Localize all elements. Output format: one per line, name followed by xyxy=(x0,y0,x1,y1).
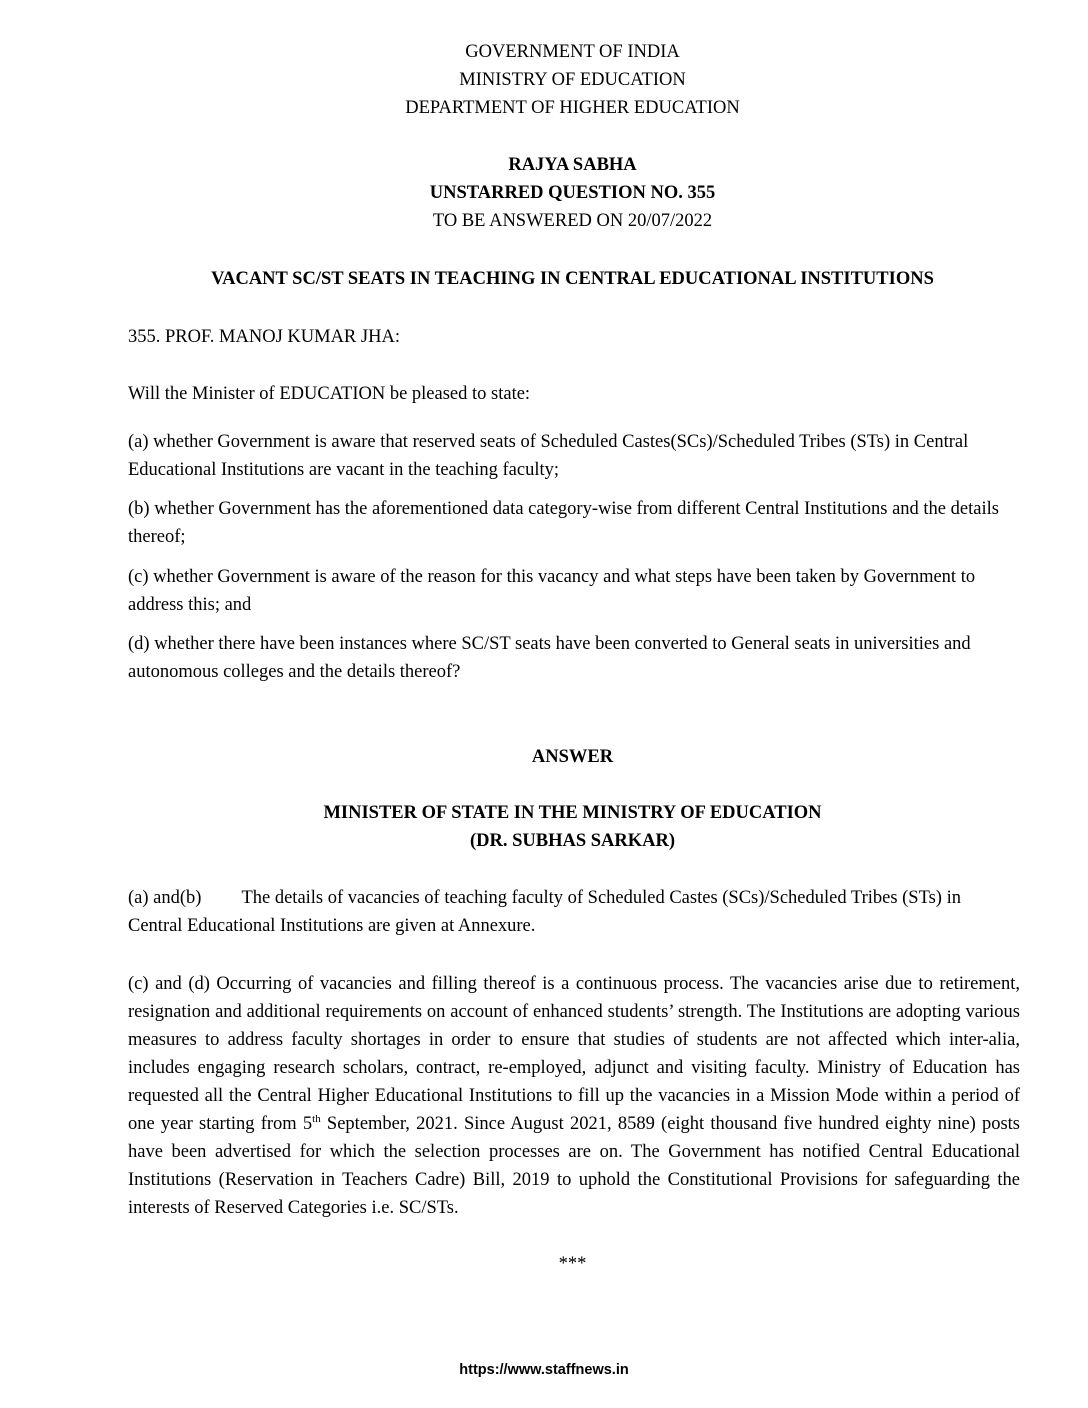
footer-url: https://www.staffnews.in xyxy=(459,1362,629,1378)
question-number: UNSTARRED QUESTION NO. 355 xyxy=(429,183,716,203)
answer-cd xyxy=(128,970,1020,1222)
answer-date: TO BE ANSWERED ON 20/07/2022 xyxy=(432,211,713,231)
header-ministry: MINISTRY OF EDUCATION xyxy=(459,70,686,90)
header-department: DEPARTMENT OF HIGHER EDUCATION xyxy=(405,98,740,118)
header-government: GOVERNMENT OF INDIA xyxy=(465,42,680,62)
house-name: RAJYA SABHA xyxy=(508,155,637,175)
end-mark: *** xyxy=(558,1254,587,1274)
question-d: (d) whether there have been instances where SC/ST seats have been converted to General seats in universities and autonomous colleges and the details thereof? xyxy=(128,634,971,682)
answer-ab-text: The details of vacancies of teaching faculty of Scheduled Castes (SCs)/Scheduled Tribes (STs) in Central Educational Institutions are given at Annexure. xyxy=(128,888,961,936)
question-b: (b) whether Government has the aforementioned data category-wise from different Central Institutions and the details thereof; xyxy=(128,499,999,547)
minister-name: (DR. SUBHAS SARKAR) xyxy=(469,831,676,851)
answer-cd-superscript: th xyxy=(312,1112,321,1125)
question-intro: Will the Minister of EDUCATION be pleased to state: xyxy=(128,384,531,404)
answer-ab-label: (a) and(b) xyxy=(128,888,202,908)
answer-heading: ANSWER xyxy=(531,747,614,767)
answer-ab xyxy=(128,884,1020,940)
minister-block xyxy=(80,799,1065,855)
answer-cd-text-2: September, 2021. Since August 2021, 8589 (eight thousand five hundred eighty nine) posts have been advertised for which the selection processes are on. The Government has notified Central Educational Institutions (Reservation in Teachers Cadre) Bill, 2019 to uphold the Constitutional Provisions for safeguarding the interests of Reserved Categories i.e. SC/STs. xyxy=(128,1114,1020,1218)
subject-title: VACANT SC/ST SEATS IN TEACHING IN CENTRAL EDUCATIONAL INSTITUTIONS xyxy=(211,269,934,289)
answer-cd-text-1: (c) and (d) Occurring of vacancies and filling thereof is a continuous process. The vacancies arise due to retirement, resignation and additional requirements on account of enhanced students’ strength. The Institutions are adopting various measures to address faculty shortages in order to ensure that studies of students are not affected which inter-alia, includes engaging research scholars, contract, re-employed, adjunct and visiting faculty. Ministry of Education has requested all the Central Higher Educational Institutions to fill up the vacancies in a Mission Mode within a period of one year starting from 5 xyxy=(128,974,1020,1134)
question-a: (a) whether Government is aware that reserved seats of Scheduled Castes(SCs)/Scheduled Tribes (STs) in Central Educational Institutions are vacant in the teaching faculty; xyxy=(128,432,969,480)
question-meta xyxy=(80,151,1065,235)
document-header xyxy=(80,38,1065,122)
question-c: (c) whether Government is aware of the reason for this vacancy and what steps have been taken by Government to address this; and xyxy=(128,567,976,615)
minister-title: MINISTER OF STATE IN THE MINISTRY OF EDUCATION xyxy=(323,803,822,823)
questioner: 355. PROF. MANOJ KUMAR JHA: xyxy=(128,327,400,347)
